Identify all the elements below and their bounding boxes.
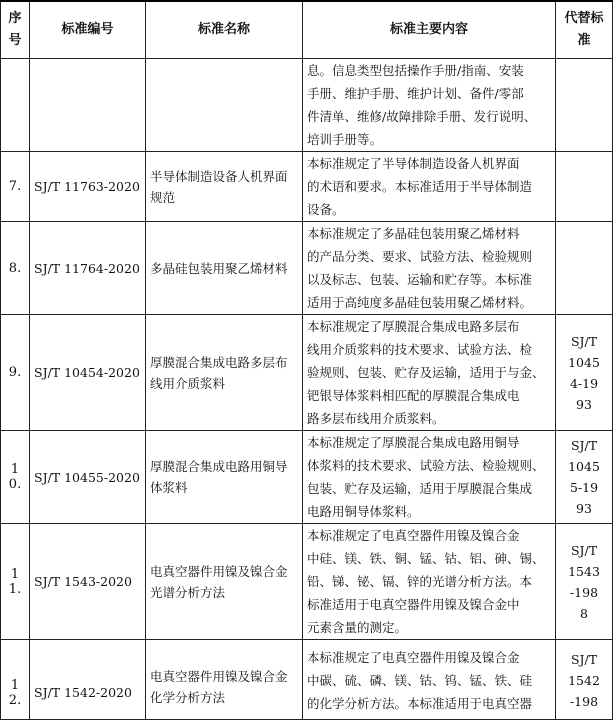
content-line: 包装、贮存及运输，适用于厚膜混合集成 (307, 481, 533, 496)
row-replaced (556, 152, 613, 222)
replaced-line: 93 (576, 501, 592, 516)
replaced-line: SJ/T (570, 438, 598, 453)
table-row (1, 524, 613, 640)
replaced-line: -198 (569, 584, 599, 600)
content-line: 标准适用于电真空器件用镍及镍合金中 (307, 597, 520, 612)
table-row (1, 315, 613, 431)
row-name: 多晶硅包装用聚乙烯材料 (146, 222, 303, 315)
content-line: 路多层布线用介质浆料。 (307, 411, 445, 426)
content-line: 息。信息类型包括操作手册/指南、安装 (307, 63, 524, 78)
content-line: 本标准规定了厚膜混合集成电路多层布 (307, 319, 520, 334)
content-line: 铅、锑、铋、镉、锌的光谱分析方法。本 (307, 574, 533, 589)
row-replaced (556, 315, 613, 431)
content-line: 电路用铜导体浆料。 (307, 504, 420, 519)
row-content (303, 152, 556, 222)
content-line: 培训手册等。 (307, 132, 383, 147)
replaced-line: SJ/T (570, 333, 598, 349)
row-index: 10. (1, 431, 30, 524)
replaced-line: 1542 (568, 673, 600, 688)
content-line: 中硅、镁、铁、铜、锰、钴、铝、砷、锡、 (307, 551, 545, 566)
content-line: 本标准规定了厚膜混合集成电路用铜导 (307, 435, 520, 450)
row-content (303, 315, 556, 431)
content-line: 设备。 (307, 202, 345, 217)
header-index: 序号 (1, 1, 30, 59)
header-code: 标准编号 (30, 1, 146, 59)
row-name (146, 59, 303, 152)
replaced-line: 93 (576, 396, 592, 412)
row-content (303, 222, 556, 315)
row-code: SJ/T 1543-2020 (30, 524, 146, 640)
row-code: SJ/T 10454-2020 (30, 315, 146, 431)
row-code: SJ/T 10455-2020 (30, 431, 146, 524)
row-index: 12. (1, 640, 30, 720)
row-content (303, 431, 556, 524)
row-content (303, 59, 556, 152)
table-row (1, 222, 613, 315)
content-line: 体浆料的技术要求、试验方法、检验规则、 (307, 458, 545, 473)
row-code: SJ/T 11764-2020 (30, 222, 146, 315)
content-line: 手册、维护手册、维护计划、备件/零部 (307, 86, 524, 101)
table-row (1, 152, 613, 222)
row-name: 厚膜混合集成电路多层布线用介质浆料 (146, 315, 303, 431)
table-row (1, 59, 613, 152)
row-index (1, 59, 30, 152)
content-line: 适用于高纯度多晶硅包装用聚乙烯材料。 (307, 295, 533, 310)
replaced-line: SJ/T (570, 542, 598, 558)
content-line: 以及标志、包装、运输和贮存等。本标准 (307, 272, 533, 287)
row-index: 11. (1, 524, 30, 640)
table-row (1, 431, 613, 524)
replaced-line: SJ/T (570, 652, 598, 667)
row-code: SJ/T 1542-2020 (30, 640, 146, 720)
row-content (303, 524, 556, 640)
row-index: 9. (1, 315, 30, 431)
content-line: 本标准规定了电真空器件用镍及镍合金 (307, 528, 520, 543)
content-line: 本标准规定了半导体制造设备人机界面 (307, 156, 520, 171)
content-line: 本标准规定了多晶硅包装用聚乙烯材料 (307, 226, 520, 241)
replaced-line: 8 (580, 605, 588, 621)
content-line: 中碳、硫、磷、镁、钴、钨、锰、铁、硅 (307, 673, 533, 688)
content-line: 钯银导体浆料相匹配的厚膜混合集成电 (307, 388, 520, 403)
replaced-line: 1045 (568, 459, 600, 474)
content-line: 本标准规定了电真空器件用镍及镍合金 (307, 650, 520, 665)
row-replaced (556, 524, 613, 640)
replaced-line: 1045 (568, 354, 600, 370)
content-line: 件清单、维修/故障排除手册、发行说明、 (307, 109, 537, 124)
table-header-row (1, 1, 613, 59)
row-replaced (556, 431, 613, 524)
row-replaced (556, 640, 613, 720)
row-name: 电真空器件用镍及镍合金化学分析方法 (146, 640, 303, 720)
content-line: 的产品分类、要求、试验方法、检验规则 (307, 249, 533, 264)
content-line: 元素含量的测定。 (307, 620, 408, 635)
header-replaced: 代替标准 (556, 1, 613, 59)
replaced-line: -198 (569, 694, 599, 709)
row-replaced (556, 59, 613, 152)
replaced-line: 1543 (568, 563, 600, 579)
row-code: SJ/T 11763-2020 (30, 152, 146, 222)
content-line: 验规则、包装、贮存及运输，适用于与金、 (307, 365, 545, 380)
replaced-line: 5-19 (569, 480, 599, 495)
header-content: 标准主要内容 (303, 1, 556, 59)
header-name: 标准名称 (146, 1, 303, 59)
row-index: 8. (1, 222, 30, 315)
replaced-line: 4-19 (569, 375, 599, 391)
table-row (1, 640, 613, 720)
row-content (303, 640, 556, 720)
content-line: 的术语和要求。本标准适用于半导体制造 (307, 179, 533, 194)
row-replaced (556, 222, 613, 315)
row-name: 电真空器件用镍及镍合金光谱分析方法 (146, 524, 303, 640)
content-line: 线用介质浆料的技术要求、试验方法、检 (307, 342, 533, 357)
row-index: 7. (1, 152, 30, 222)
row-name: 厚膜混合集成电路用铜导体浆料 (146, 431, 303, 524)
row-code (30, 59, 146, 152)
row-name: 半导体制造设备人机界面规范 (146, 152, 303, 222)
content-line: 的化学分析方法。本标准适用于电真空器 (307, 696, 533, 711)
